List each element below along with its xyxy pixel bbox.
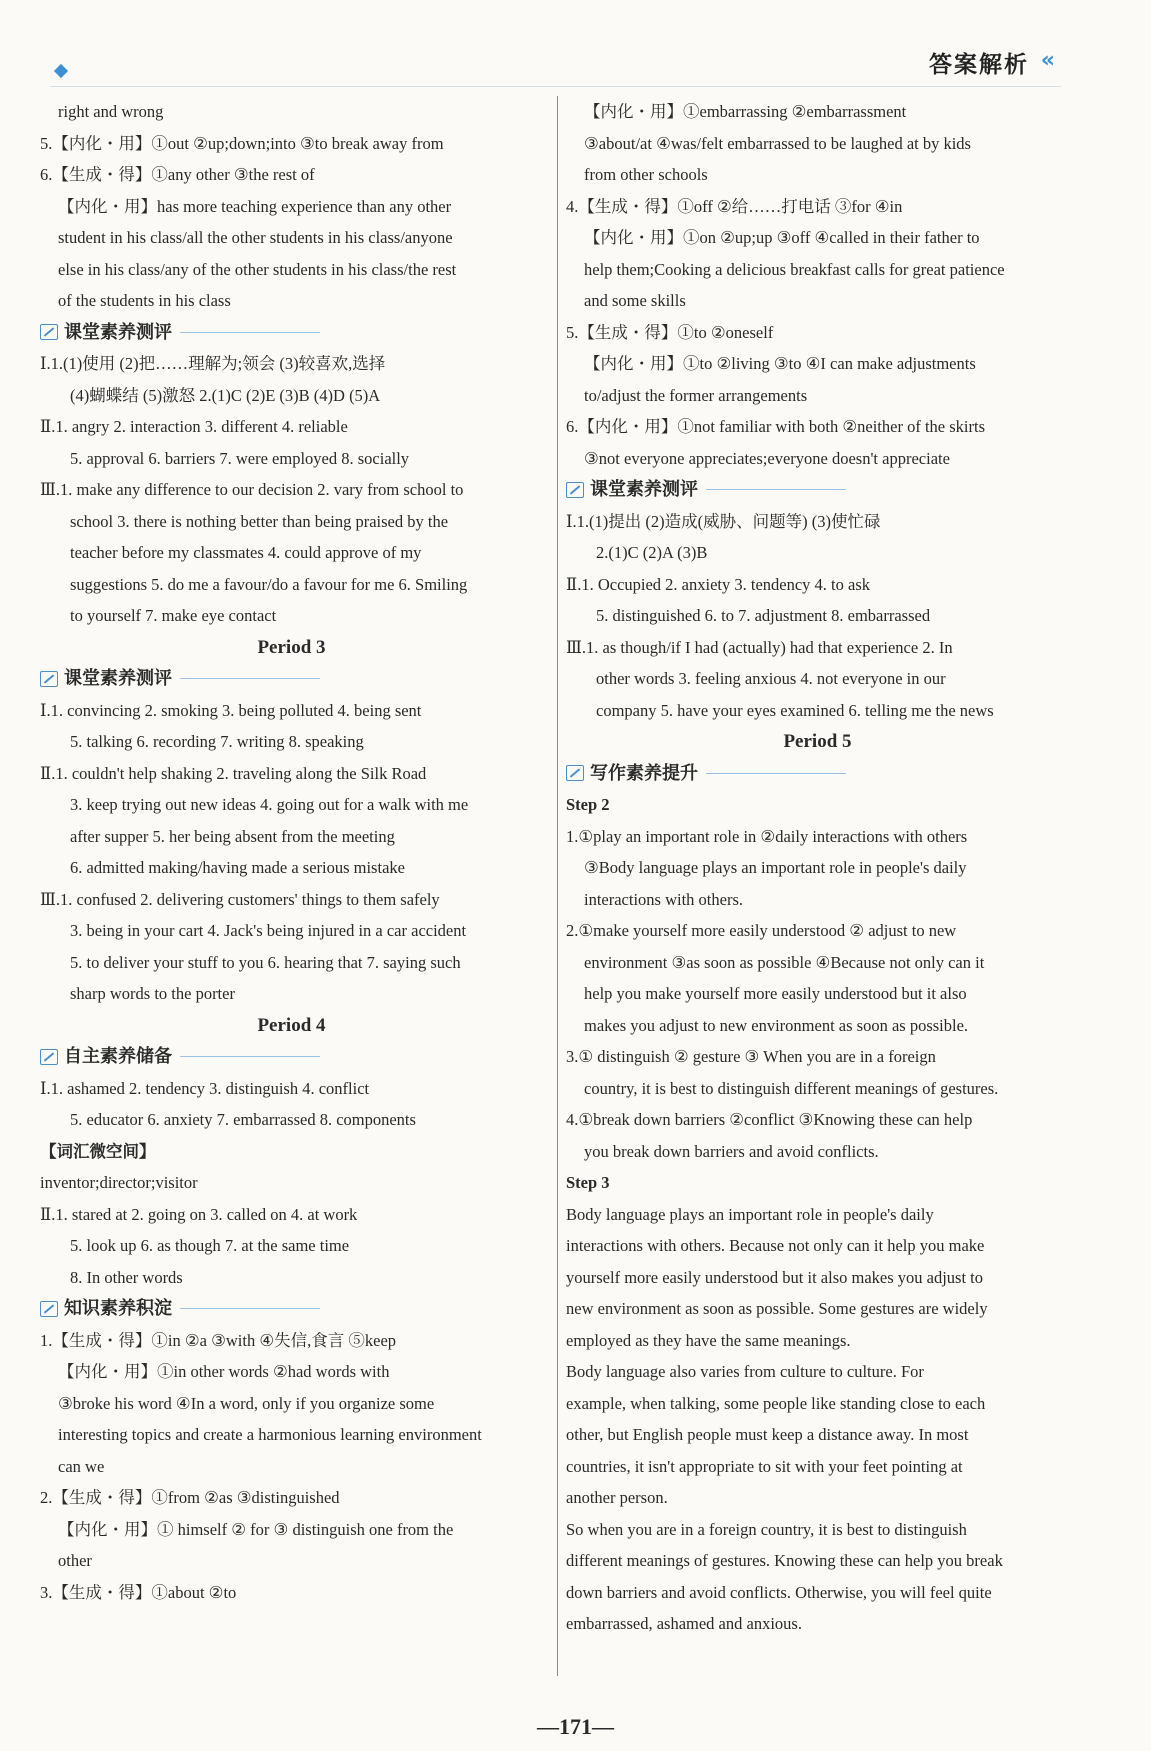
step-heading: Step 3 (566, 1173, 610, 1192)
pencil-icon (40, 1049, 58, 1065)
answer-line: help them;Cooking a delicious breakfast calls for great patience (584, 259, 1005, 279)
heading-rule (180, 1308, 320, 1309)
right-column (566, 96, 1069, 1640)
answer-line: to/adjust the former arrangements (584, 385, 808, 405)
section-heading-label: 自主素养储备 (64, 1046, 172, 1067)
section-heading (566, 474, 1069, 506)
period-heading: Period 5 (783, 731, 852, 752)
heading-rule (180, 678, 320, 679)
pencil-icon (40, 324, 58, 340)
answer-line: Ⅰ.1.(1)使用 (2)把……理解为;领会 (3)较喜欢,选择 (40, 354, 386, 373)
section-heading-label: 写作素养提升 (590, 762, 698, 784)
answer-line: interactions with others. (584, 889, 744, 909)
answer-line: to yourself 7. make eye contact (70, 606, 277, 625)
answer-line: from other schools (584, 165, 708, 184)
answer-line: Body language plays an important role in people's daily (566, 1204, 934, 1224)
answer-line: 4.①break down barriers ②conflict ③Knowing these can help (566, 1110, 973, 1129)
heading-rule (706, 773, 846, 774)
answer-line: Ⅰ.1. ashamed 2. tendency 3. distinguish 4. conflict (40, 1078, 370, 1098)
answer-line: Ⅱ.1. angry 2. interaction 3. different 4. reliable (40, 417, 348, 436)
answer-line: help you make yourself more easily understood but it also (584, 984, 967, 1003)
answer-line: country, it is best to distinguish different meanings of gestures. (584, 1078, 999, 1098)
answer-line: environment ③as soon as possible ④Because not only can it (584, 952, 985, 972)
heading-rule (180, 1056, 320, 1057)
section-heading-label: 课堂素养测评 (590, 479, 698, 500)
diamond-icon (54, 64, 68, 78)
section-heading (40, 1041, 543, 1073)
answer-line: Ⅲ.1. confused 2. delivering customers' things to them safely (40, 889, 440, 909)
answer-line: another person. (566, 1488, 668, 1507)
pencil-icon (566, 482, 584, 498)
answer-line: employed as they have the same meanings. (566, 1330, 851, 1350)
pencil-icon (40, 671, 58, 687)
section-heading-label: 课堂素养测评 (64, 668, 172, 689)
answer-line: ③not everyone appreciates;everyone doesn't appreciate (584, 448, 950, 468)
answer-line: 6. admitted making/having made a serious mistake (70, 858, 405, 877)
answer-line: 5. look up 6. as though 7. at the same time (70, 1236, 350, 1255)
answer-line: Ⅱ.1. stared at 2. going on 3. called on 4. at work (40, 1204, 358, 1224)
answer-line: 5.【内化・用】①out ②up;down;into ③to break away from (40, 133, 444, 153)
answer-line: ③Body language plays an important role in people's daily (584, 858, 967, 877)
period-heading: Period 4 (257, 1014, 326, 1036)
heading-rule (180, 332, 320, 333)
left-column (40, 96, 543, 1608)
answer-line: 【内化・用】①in other words ②had words with (58, 1362, 390, 1381)
answer-line: other words 3. feeling anxious 4. not everyone in our (596, 669, 946, 688)
answer-line: Ⅲ.1. make any difference to our decision 2. vary from school to (40, 480, 464, 499)
answer-line: suggestions 5. do me a favour/do a favour for me 6. Smiling (70, 574, 468, 594)
answer-line: right and wrong (58, 102, 164, 121)
double-chevron-icon: « (1040, 48, 1055, 73)
answer-line: 【词汇微空间】 (40, 1141, 156, 1161)
answer-line: 3.【生成・得】①about ②to (40, 1582, 237, 1602)
pencil-icon (40, 1301, 58, 1317)
answer-line: 5. talking 6. recording 7. writing 8. speaking (70, 732, 364, 751)
answer-line: can we (58, 1456, 105, 1476)
section-heading (40, 317, 543, 349)
answer-line: school 3. there is nothing better than being praised by the (70, 511, 449, 531)
answer-line: makes you adjust to new environment as soon as possible. (584, 1015, 969, 1035)
answer-line: 3. keep trying out new ideas 4. going out for a walk with me (70, 795, 469, 814)
answer-line: ③broke his word ④In a word, only if you organize some (58, 1393, 435, 1413)
answer-line: interactions with others. Because not only can it help you make (566, 1236, 985, 1255)
step-heading: Step 2 (566, 795, 610, 814)
answer-line: Ⅰ.1. convincing 2. smoking 3. being polluted 4. being sent (40, 700, 422, 720)
answer-line: company 5. have your eyes examined 6. telling me the news (596, 700, 994, 720)
answer-line: countries, it isn't appropriate to sit with your feet pointing at (566, 1456, 963, 1476)
answer-line: different meanings of gestures. Knowing these can help you break (566, 1551, 1003, 1570)
answer-line: down barriers and avoid conflicts. Otherwise, you will feel quite (566, 1582, 992, 1602)
answer-line: Ⅱ.1. Occupied 2. anxiety 3. tendency 4. to ask (566, 574, 871, 594)
answer-line: 5. to deliver your stuff to you 6. hearing that 7. saying such (70, 952, 461, 972)
answer-line: embarrassed, ashamed and anxious. (566, 1614, 802, 1633)
answer-line: 【内化・用】has more teaching experience than any other (58, 196, 452, 216)
answer-line: 【内化・用】①on ②up;up ③off ④called in their father to (584, 228, 980, 247)
pencil-icon (566, 765, 584, 781)
answer-line: of the students in his class (58, 291, 231, 310)
period-heading: Period 3 (257, 636, 326, 658)
answer-line: 5. approval 6. barriers 7. were employed 8. socially (70, 448, 410, 468)
page-number: —171— (537, 1714, 614, 1739)
answer-line: (4)蝴蝶结 (5)激怒 2.(1)C (2)E (3)B (4)D (5)A (70, 385, 381, 405)
answer-line: 【内化・用】①embarrassing ②embarrassment (584, 102, 907, 121)
answer-line: 2.(1)C (2)A (3)B (596, 543, 708, 562)
answer-line: 【内化・用】① himself ② for ③ distinguish one from the (58, 1519, 454, 1539)
answer-line: 6.【生成・得】①any other ③the rest of (40, 165, 315, 184)
answer-line: sharp words to the porter (70, 984, 235, 1003)
answer-line: Ⅰ.1.(1)提出 (2)造成(威胁、问题等) (3)使忙碌 (566, 511, 881, 531)
answer-line: else in his class/any of the other students in his class/the rest (58, 259, 457, 279)
answer-line: So when you are in a foreign country, it is best to distinguish (566, 1519, 967, 1539)
answer-line: 4.【生成・得】①off ②给……打电话 ③for ④in (566, 196, 903, 216)
answer-line: 3. being in your cart 4. Jack's being injured in a car accident (70, 921, 467, 940)
answer-line: yourself more easily understood but it also makes you adjust to (566, 1267, 984, 1287)
answer-line: 3.① distinguish ② gesture ③ When you are in a foreign (566, 1047, 936, 1066)
answer-line: teacher before my classmates 4. could approve of my (70, 543, 422, 562)
page-title: 答案解析 (929, 52, 1029, 78)
section-heading-label: 课堂素养测评 (64, 321, 172, 343)
header-rule (50, 86, 1061, 87)
answer-line: 【内化・用】①to ②living ③to ④I can make adjustments (584, 354, 976, 373)
answer-line: new environment as soon as possible. Some gestures are widely (566, 1299, 988, 1318)
answer-line: interesting topics and create a harmonious learning environment (58, 1425, 482, 1444)
answer-line: inventor;director;visitor (40, 1173, 198, 1192)
answer-line: after supper 5. her being absent from the meeting (70, 826, 395, 846)
section-heading (566, 758, 1069, 790)
answer-line: you break down barriers and avoid conflicts. (584, 1141, 879, 1161)
answer-line: 5.【生成・得】①to ②oneself (566, 322, 774, 342)
answer-line: 1.①play an important role in ②daily interactions with others (566, 826, 968, 846)
answer-line: other, but English people must keep a distance away. In most (566, 1425, 969, 1444)
answer-line: 1.【生成・得】①in ②a ③with ④失信,食言 ⑤keep (40, 1330, 397, 1350)
answer-line: 6.【内化・用】①not familiar with both ②neither of the skirts (566, 417, 985, 436)
section-heading (40, 663, 543, 695)
answer-line: ③about/at ④was/felt embarrassed to be laughed at by kids (584, 133, 971, 153)
answer-line: Ⅱ.1. couldn't help shaking 2. traveling along the Silk Road (40, 763, 427, 783)
answer-line: 5. educator 6. anxiety 7. embarrassed 8. components (70, 1110, 416, 1129)
heading-rule (706, 489, 846, 490)
answer-line: example, when talking, some people like standing close to each (566, 1393, 986, 1413)
answer-line: 8. In other words (70, 1267, 183, 1287)
answer-line: and some skills (584, 291, 686, 310)
section-heading (40, 1293, 543, 1325)
answer-line: 5. distinguished 6. to 7. adjustment 8. embarrassed (596, 606, 931, 625)
answer-line: 2.①make yourself more easily understood ② adjust to new (566, 921, 957, 940)
column-divider (557, 96, 558, 1676)
section-heading-label: 知识素养积淀 (64, 1298, 172, 1319)
answer-line: student in his class/all the other students in his class/anyone (58, 228, 453, 247)
answer-line: other (58, 1551, 92, 1570)
answer-line: Body language also varies from culture to culture. For (566, 1362, 924, 1381)
answer-line: Ⅲ.1. as though/if I had (actually) had that experience 2. In (566, 637, 953, 657)
answer-line: 2.【生成・得】①from ②as ③distinguished (40, 1488, 340, 1507)
